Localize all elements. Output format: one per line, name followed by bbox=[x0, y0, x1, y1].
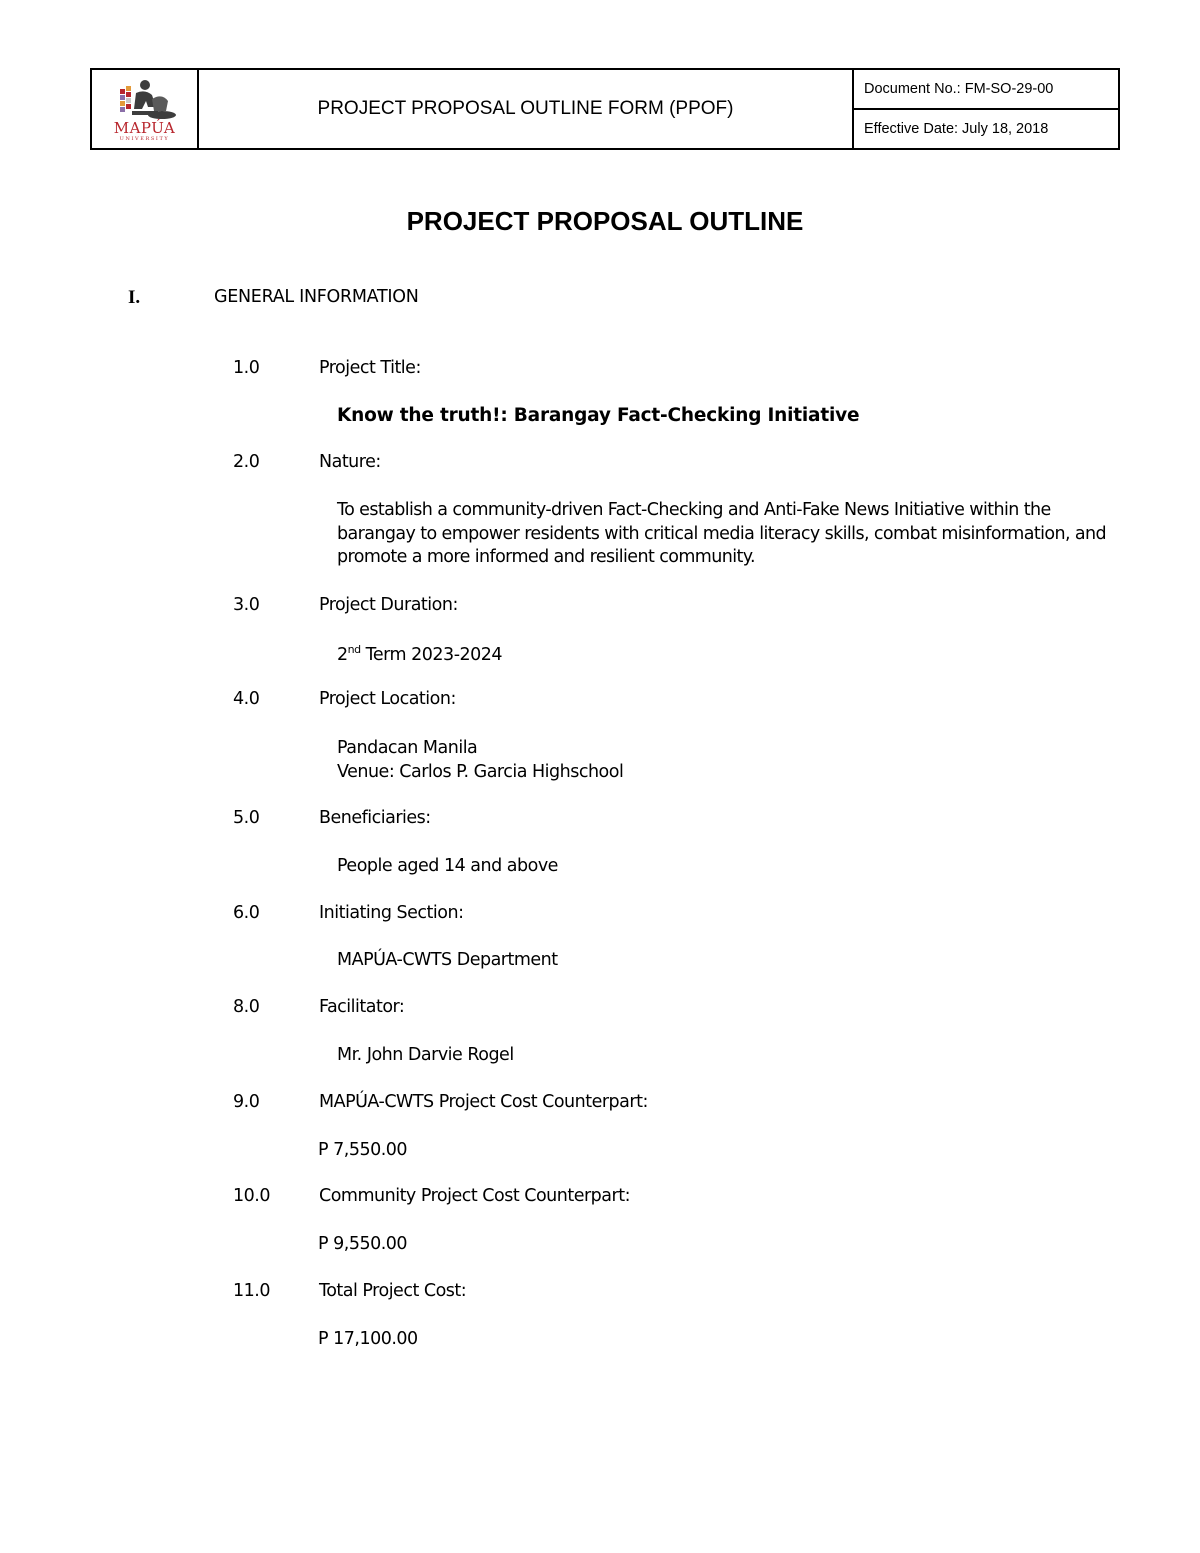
document-number: Document No.: FM-SO-29-00 bbox=[864, 81, 1054, 97]
beneficiaries-value: People aged 14 and above bbox=[337, 856, 558, 876]
duration-term: Term 2023-2024 bbox=[360, 644, 503, 665]
duration-label: Project Duration: bbox=[319, 595, 458, 615]
nature-label: Nature: bbox=[319, 452, 381, 472]
form-title: PROJECT PROPOSAL OUTLINE FORM (PPOF) bbox=[199, 70, 854, 148]
community-cost-value: P 9,550.00 bbox=[318, 1234, 408, 1254]
logo-text: MAPÚA bbox=[113, 118, 176, 137]
document-header bbox=[90, 68, 1120, 150]
page-title: PROJECT PROPOSAL OUTLINE bbox=[406, 206, 804, 236]
mapua-cost-value: P 7,550.00 bbox=[318, 1140, 408, 1160]
location-value bbox=[337, 736, 623, 784]
community-cost-label: Community Project Cost Counterpart: bbox=[319, 1186, 630, 1206]
project-title-label: Project Title: bbox=[319, 358, 421, 378]
nature-value: To establish a community-driven Fact-Checking and Anti-Fake News Initiative within the barangay to empower residents with critical media literacy skills, combat misinformation, and promote a more informed and resilient community. bbox=[337, 500, 1106, 567]
item-number: 9.0 bbox=[233, 1092, 260, 1112]
duration-ordinal-suffix: nd bbox=[347, 643, 361, 656]
project-title-value: Know the truth!: Barangay Fact-Checking Initiative bbox=[337, 405, 860, 426]
meta-cell bbox=[854, 70, 1118, 148]
logo-cell bbox=[92, 70, 199, 148]
total-cost-value: P 17,100.00 bbox=[318, 1329, 418, 1349]
mapua-cost-label: MAPÚA-CWTS Project Cost Counterpart: bbox=[319, 1092, 648, 1112]
location-label: Project Location: bbox=[319, 689, 456, 709]
duration-value bbox=[337, 643, 502, 665]
item-number: 4.0 bbox=[233, 689, 260, 709]
facilitator-label: Facilitator: bbox=[319, 997, 405, 1017]
total-cost-label: Total Project Cost: bbox=[319, 1281, 467, 1301]
item-number: 2.0 bbox=[233, 452, 260, 472]
item-number: 8.0 bbox=[233, 997, 260, 1017]
item-number: 11.0 bbox=[233, 1281, 270, 1301]
initiating-label: Initiating Section: bbox=[319, 903, 464, 923]
initiating-value: MAPÚA-CWTS Department bbox=[337, 950, 558, 970]
facilitator-value: Mr. John Darvie Rogel bbox=[337, 1045, 514, 1065]
section-number: I. bbox=[128, 287, 141, 308]
item-number: 1.0 bbox=[233, 358, 260, 378]
duration-ordinal: 2 bbox=[337, 644, 348, 665]
logo-subtext: UNIVERSITY bbox=[119, 135, 170, 142]
item-number: 5.0 bbox=[233, 808, 260, 828]
section-title: GENERAL INFORMATION bbox=[214, 287, 419, 307]
item-number: 10.0 bbox=[233, 1186, 270, 1206]
effective-date: Effective Date: July 18, 2018 bbox=[854, 108, 1118, 148]
mapua-logo-icon bbox=[112, 77, 178, 121]
item-number: 6.0 bbox=[233, 903, 260, 923]
location-line-1: Pandacan Manila bbox=[337, 738, 478, 758]
item-number: 3.0 bbox=[233, 595, 260, 615]
location-line-2: Venue: Carlos P. Garcia Highschool bbox=[337, 762, 624, 782]
beneficiaries-label: Beneficiaries: bbox=[319, 808, 431, 828]
